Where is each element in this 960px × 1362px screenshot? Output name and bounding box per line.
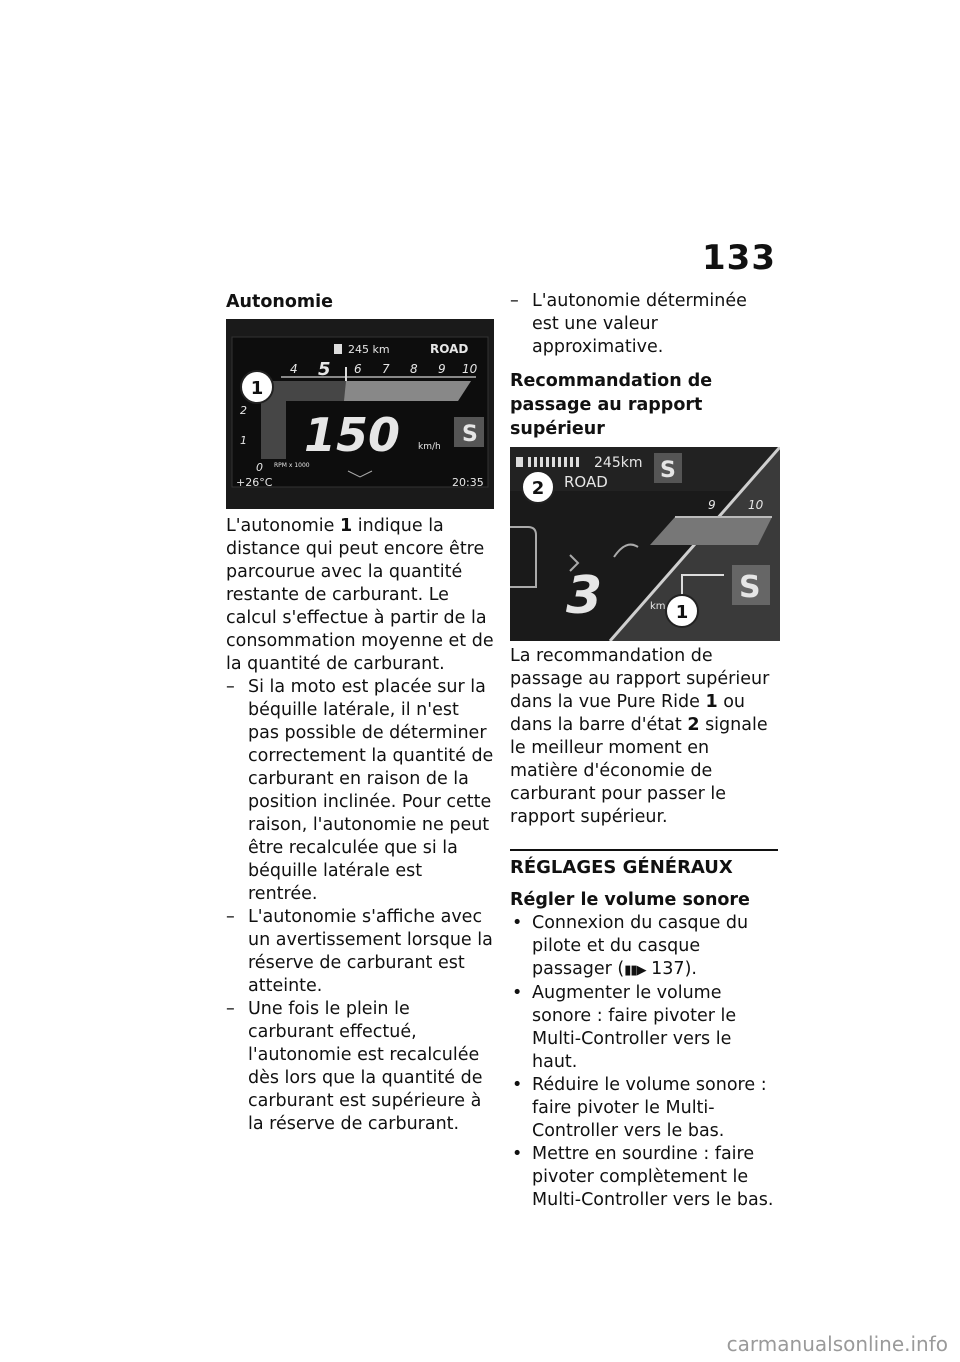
svg-text:RPM x 1000: RPM x 1000 [274, 462, 310, 469]
clock-readout: 20:35 [452, 476, 484, 489]
list-item: – Une fois le plein le carburant effectué, l'autonomie est recalculée dès lors que la quantité de carburant est supérieure à la réserve de carburant. [226, 998, 494, 1136]
svg-text:2: 2 [240, 404, 247, 417]
svg-text:10: 10 [748, 498, 764, 512]
paragraph-autonomie: L'autonomie 1 indique la distance qui peut encore être parcourue avec la quantité restante de carburant. Le calcul s'effectue à partir de la consommation moyenne et de la quantité de carburant. [226, 516, 494, 674]
mode-readout: ROAD [430, 342, 469, 356]
list-item: • Réduire le volume sonore : faire pivoter le Multi-Controller vers le bas. [510, 1074, 778, 1143]
left-column [226, 290, 494, 1136]
temperature-readout: +26°C [236, 476, 273, 489]
svg-text:8: 8 [410, 362, 418, 376]
page-reference-link[interactable]: 137 [651, 959, 685, 979]
dashboard-figure-2 [510, 447, 780, 641]
svg-text:1: 1 [675, 602, 689, 623]
heading-volume: Régler le volume sonore [510, 890, 750, 910]
page-number: 133 [702, 238, 776, 278]
watermark: carmanualsonline.info [726, 1332, 948, 1356]
list-item: • Connexion du casque du pilote et du casque passager (▮▮▶ 137). [510, 912, 778, 982]
dash-list-autonomie [226, 676, 494, 1136]
bullet-list-volume [510, 912, 778, 1212]
svg-text:4: 4 [290, 362, 298, 376]
dashboard-figure-1 [226, 319, 494, 509]
svg-text:0: 0 [256, 461, 263, 474]
shift-indicator: S [462, 422, 478, 447]
mode-readout-2: ROAD [564, 473, 608, 491]
svg-text:1: 1 [250, 378, 264, 399]
list-item: • Mettre en sourdine : faire pivoter complètement le Multi-Controller vers le bas. [510, 1143, 778, 1212]
section-title-general-settings: RÉGLAGES GÉNÉRAUX [510, 849, 778, 880]
svg-text:9: 9 [708, 498, 716, 512]
svg-text:7: 7 [382, 362, 390, 376]
fuel-icon-2 [516, 457, 523, 467]
speed-readout: 150 [304, 408, 401, 462]
dashboard-display-2 [510, 447, 780, 641]
fuel-icon [334, 344, 342, 354]
arrow-right-icon: ▮▮▶ [624, 963, 646, 978]
speed-partial: 3 [566, 566, 603, 626]
paragraph-shift-recommendation: La recommandation de passage au rapport supérieur dans la vue Pure Ride 1 ou dans la barre d'état 2 signale le meilleur moment en matière d'économie de carburant pour passer le rapport supérieur. [510, 646, 770, 827]
svg-text:9: 9 [438, 362, 446, 376]
svg-text:km: km [650, 601, 666, 612]
range-readout-2: 245km [594, 455, 643, 471]
svg-text:10: 10 [462, 362, 478, 376]
svg-text:2: 2 [531, 478, 545, 499]
svg-text:5: 5 [318, 359, 331, 380]
shift-indicator-bottom: S [739, 570, 761, 605]
shift-indicator-top: S [660, 458, 676, 483]
heading-shift-recommendation: Recommandation de passage au rapport supérieur [510, 371, 713, 439]
svg-text:6: 6 [354, 362, 362, 376]
right-column [510, 290, 778, 1212]
list-item: • Augmenter le volume sonore : faire pivoter le Multi-Controller vers le haut. [510, 982, 778, 1074]
list-item: – L'autonomie s'affiche avec un avertissement lorsque la réserve de carburant est atteinte. [226, 906, 494, 998]
dashboard-display [226, 319, 494, 509]
list-item: – Si la moto est placée sur la béquille latérale, il n'est pas possible de déterminer correctement la quantité de carburant en raison de la position inclinée. Pour cette raison, l'autonomie ne peut être recalculée que si la béquille latérale est rentrée. [226, 676, 494, 906]
dash-list-approx [510, 290, 778, 359]
svg-text:1: 1 [240, 434, 247, 447]
heading-autonomie: Autonomie [226, 292, 333, 312]
range-readout: 245 km [348, 343, 390, 356]
list-item: – L'autonomie déterminée est une valeur approximative. [510, 290, 778, 359]
svg-text:km/h: km/h [418, 442, 441, 452]
